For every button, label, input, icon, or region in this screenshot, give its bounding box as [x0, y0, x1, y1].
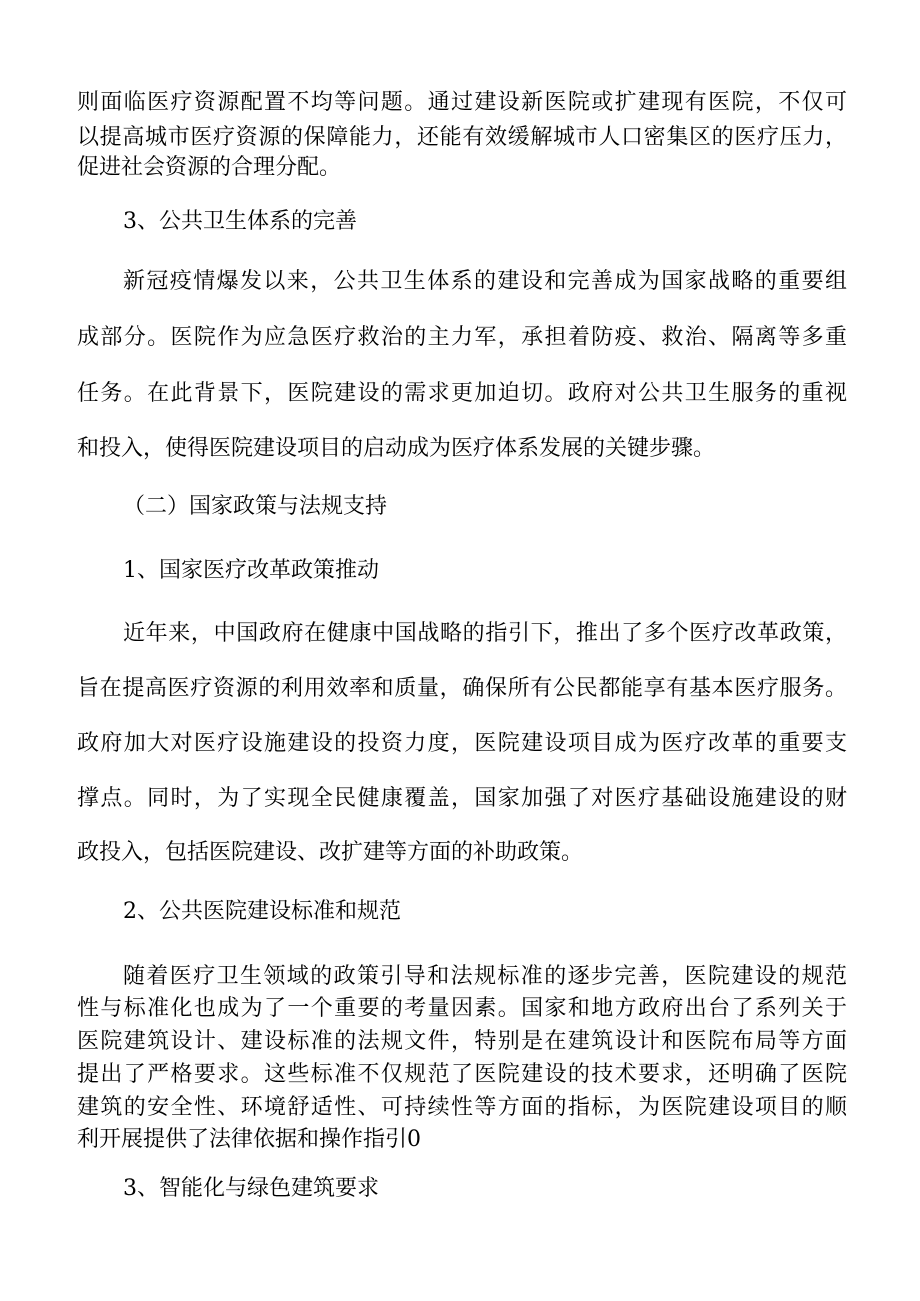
paragraph-line: 政投入，包括医院建设、改扩建等方面的补助政策。: [77, 840, 584, 865]
section-heading-policy: （二）国家政策与法规支持: [123, 494, 388, 519]
paragraph-line: 新冠疫情爆发以来，公共卫生体系的建设和完善成为国家战略的重要组: [123, 269, 847, 294]
subsection-heading-smart-green: 3、智能化与绿色建筑要求: [123, 1176, 379, 1201]
paragraph-line: 利开展提供了法律依据和操作指引0: [77, 1127, 421, 1152]
paragraph-line: 旨在提高医疗资源的利用效率和质量，确保所有公民都能享有基本医疗服务。: [77, 676, 847, 701]
subsection-heading-standards: 2、公共医院建设标准和规范: [123, 899, 401, 924]
paragraph-line: 任务。在此背景下，医院建设的需求更加迫切。政府对公共卫生服务的重视: [77, 381, 847, 406]
paragraph-line: 和投入，使得医院建设项目的启动成为医疗体系发展的关键步骤。: [77, 436, 716, 461]
paragraph-line: 则面临医疗资源配置不均等问题。通过建设新医院或扩建现有医院，不仅可: [77, 90, 847, 115]
paragraph-line: 提出了严格要求。这些标准不仅规范了医院建设的技术要求，还明确了医院: [77, 1062, 847, 1087]
paragraph-line: 随着医疗卫生领域的政策引导和法规标准的逐步完善，医院建设的规范: [123, 964, 847, 989]
paragraph-line: 医院建筑设计、建设标准的法规文件，特别是在建筑设计和医院布局等方面: [77, 1029, 847, 1054]
paragraph-line: 政府加大对医疗设施建设的投资力度，医院建设项目成为医疗改革的重要支: [77, 731, 847, 756]
paragraph-line: 建筑的安全性、环境舒适性、可持续性等方面的指标，为医院建设项目的顺: [77, 1095, 847, 1120]
paragraph-line: 性与标准化也成为了一个重要的考量因素。国家和地方政府出台了系列关于: [77, 996, 847, 1021]
subsection-heading-reform: 1、国家医疗改革政策推动: [123, 558, 379, 583]
paragraph-line: 促进社会资源的合理分配。: [77, 155, 342, 180]
paragraph-line: 撑点。同时，为了实现全民健康覆盖，国家加强了对医疗基础设施建设的财: [77, 786, 847, 811]
subsection-heading-public-health: 3、公共卫生体系的完善: [123, 209, 357, 234]
paragraph-line: 成部分。医院作为应急医疗救治的主力军，承担着防疫、救治、隔离等多重: [77, 325, 847, 350]
paragraph-line: 近年来，中国政府在健康中国战略的指引下，推出了多个医疗改革政策，: [123, 621, 847, 646]
paragraph-line: 以提高城市医疗资源的保障能力，还能有效缓解城市人口密集区的医疗压力，: [77, 125, 847, 150]
